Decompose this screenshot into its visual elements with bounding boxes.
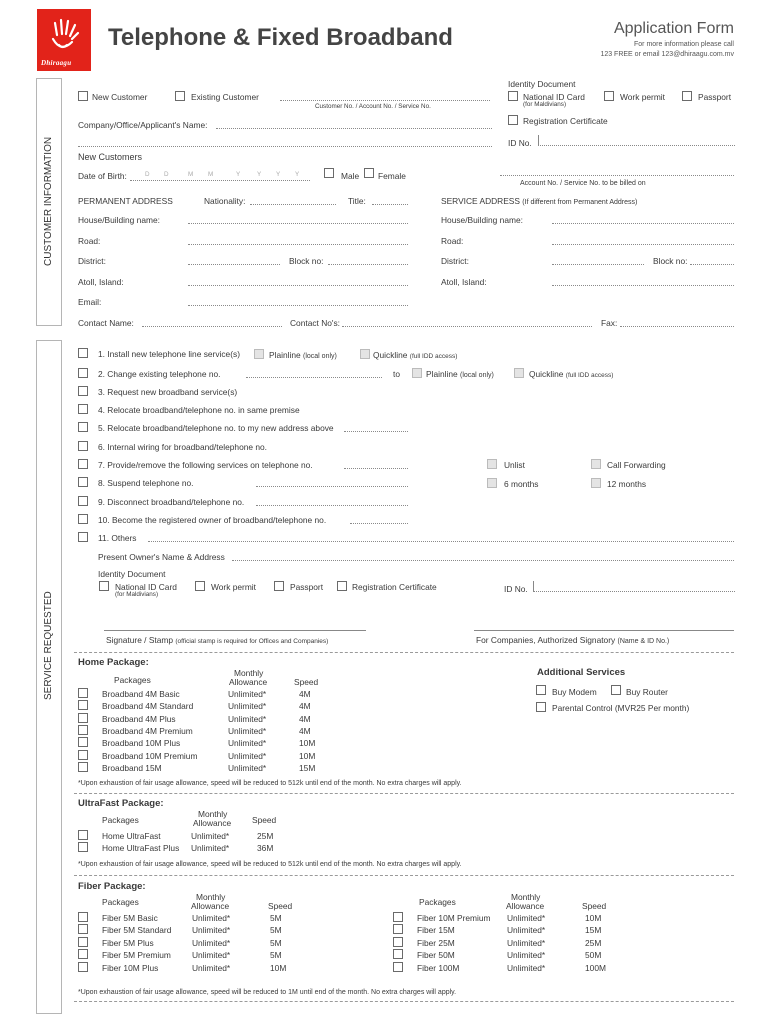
- owner-id-no-label: ID No.: [504, 584, 528, 594]
- owner-national-id-label: National ID Card: [115, 582, 177, 592]
- ultrafast-col-allowance: Allowance: [193, 818, 232, 828]
- fiber-package-name: Fiber 10M Premium: [417, 913, 491, 923]
- call-forwarding-checkbox[interactable]: [591, 459, 601, 469]
- service-10-label: 10. Become the registered owner of broadband/telephone no.: [98, 515, 327, 525]
- home-package-checkbox[interactable]: [78, 737, 88, 747]
- home-package-allowance: Unlimited*: [228, 750, 267, 761]
- ultrafast-package-name: Home UltraFast: [102, 831, 161, 841]
- plainline-1-note: (local only): [303, 353, 337, 360]
- fiber-package-checkbox[interactable]: [393, 912, 403, 922]
- service-9-field[interactable]: [256, 505, 408, 506]
- home-package-checkbox[interactable]: [78, 762, 88, 772]
- block-no-field[interactable]: [328, 264, 408, 265]
- parental-control-checkbox[interactable]: [536, 702, 546, 712]
- fiber-package-speed: 5M: [270, 950, 282, 961]
- fiber-right-col-allowance: Allowance: [506, 901, 545, 911]
- road-label: Road:: [78, 236, 101, 246]
- home-package-allowance: Unlimited*: [228, 762, 267, 773]
- home-package-name: Broadband 4M Standard: [102, 701, 194, 712]
- service-10-field[interactable]: [350, 523, 408, 524]
- service-address-heading: [441, 196, 637, 208]
- male-label: Male: [341, 171, 360, 181]
- parental-control-label: Parental Control (MVR25 Per month): [552, 703, 690, 713]
- home-note: *Upon exhaustion of fair usage allowance, speed will be reduced to 512k until end of the month. No extra charges will apply.: [78, 780, 462, 787]
- fiber-package-checkbox[interactable]: [393, 962, 403, 972]
- info-line-2: 123 FREE or email 123@dhiraagu.com.mv: [600, 51, 734, 58]
- fiber-package-checkbox[interactable]: [393, 937, 403, 947]
- home-package-allowance: Unlimited*: [228, 701, 267, 712]
- house-field[interactable]: [188, 223, 408, 224]
- home-package-speed: 4M: [299, 713, 311, 724]
- female-checkbox[interactable]: [364, 168, 374, 178]
- buy-router-label: Buy Router: [626, 687, 668, 697]
- fiber-package-speed: 10M: [270, 962, 287, 973]
- service-5-checkbox[interactable]: [78, 422, 88, 432]
- district-field[interactable]: [188, 264, 280, 265]
- fiber-package-checkbox[interactable]: [393, 924, 403, 934]
- service-block-no-field[interactable]: [690, 264, 734, 265]
- dob-d2: D: [164, 171, 169, 178]
- info-line-1: For more information please call: [634, 41, 734, 48]
- company-name-field[interactable]: [216, 128, 492, 129]
- company-name-field-2[interactable]: [78, 146, 492, 147]
- fiber-package-name: Fiber 5M Premium: [102, 950, 171, 961]
- home-package-title: Home Package:: [78, 657, 149, 668]
- service-8-field[interactable]: [256, 486, 408, 487]
- fiber-package-title: Fiber Package:: [78, 881, 146, 892]
- buy-modem-checkbox[interactable]: [536, 685, 546, 695]
- dob-field[interactable]: [130, 168, 310, 181]
- authorized-label: [476, 635, 669, 647]
- service-4-label: 4. Relocate broadband/telephone no. in same premise: [98, 405, 300, 415]
- contact-name-field[interactable]: [142, 326, 282, 327]
- home-package-checkbox[interactable]: [78, 700, 88, 710]
- form-title: Application Form: [613, 20, 734, 37]
- id-no-label: ID No.: [508, 138, 532, 148]
- fiber-package-checkbox[interactable]: [78, 962, 88, 972]
- home-col-packages: Packages: [114, 675, 151, 685]
- service-8-checkbox[interactable]: [78, 477, 88, 487]
- service-11-label: 11. Others: [98, 533, 137, 543]
- page-title: Telephone & Fixed Broadband: [108, 24, 453, 51]
- fiber-package-speed: 50M: [585, 950, 602, 961]
- contact-name-label: Contact Name:: [78, 318, 134, 328]
- six-months-label: 6 months: [504, 479, 539, 489]
- dob-m1: M: [188, 171, 194, 178]
- service-house-field[interactable]: [552, 223, 734, 224]
- home-package-name: Broadband 4M Premium: [102, 725, 193, 736]
- dob-y2: Y: [257, 171, 262, 178]
- signature-line: [104, 630, 366, 631]
- home-package-speed: 4M: [299, 689, 311, 699]
- fiber-package-checkbox[interactable]: [78, 924, 88, 934]
- quickline-2-note: (full IDD access): [565, 372, 614, 379]
- district-label: District:: [78, 256, 106, 266]
- ultrafast-package-title: UltraFast Package:: [78, 798, 164, 809]
- home-package-name: Broadband 4M Plus: [102, 713, 176, 724]
- logo: [37, 9, 91, 71]
- fax-field[interactable]: [620, 326, 734, 327]
- service-9-label: 9. Disconnect broadband/telephone no.: [98, 497, 245, 507]
- signature-label: [106, 635, 328, 647]
- service-10-checkbox[interactable]: [78, 514, 88, 524]
- fiber-package-speed: 5M: [270, 937, 282, 948]
- customer-section-label: CUSTOMER INFORMATION: [43, 136, 54, 266]
- account-billed-field[interactable]: [500, 175, 734, 176]
- fiber-note: *Upon exhaustion of fair usage allowance, speed will be reduced to 1M until end of the month. No extra charges will apply.: [78, 989, 457, 996]
- owner-passport-checkbox[interactable]: [274, 581, 284, 591]
- plainline-2: [426, 369, 494, 381]
- fiber-package-speed: 10M: [585, 913, 602, 923]
- atoll-label: Atoll, Island:: [78, 277, 124, 287]
- house-label: House/Building name:: [78, 215, 160, 225]
- block-no-label: Block no:: [289, 256, 324, 266]
- nationality-label: Nationality:: [204, 196, 246, 206]
- authorized-text: For Companies, Authorized Signatory: [476, 635, 616, 645]
- fiber-right-col-monthly: Monthly: [511, 892, 541, 902]
- fiber-package-checkbox[interactable]: [393, 949, 403, 959]
- quickline-1-note: (full IDD access): [409, 353, 458, 360]
- home-package-allowance: Unlimited*: [228, 689, 267, 699]
- divider-fiber: [74, 875, 734, 876]
- six-months-checkbox[interactable]: [487, 478, 497, 488]
- call-forwarding-label: Call Forwarding: [607, 460, 666, 470]
- fiber-left-col-packages: Packages: [102, 897, 139, 907]
- quickline-1-checkbox[interactable]: [360, 349, 370, 359]
- additional-services-title: Additional Services: [537, 667, 626, 678]
- service-atoll-field[interactable]: [552, 285, 734, 286]
- fiber-left-col-monthly: Monthly: [196, 892, 226, 902]
- authorized-note: (Name & ID No.): [617, 638, 670, 645]
- owner-work-permit-label: Work permit: [211, 582, 256, 592]
- divider-ultrafast: [74, 793, 734, 794]
- fiber-package-name: Fiber 25M: [417, 937, 455, 948]
- service-3-label: 3. Request new broadband service(s): [98, 387, 238, 397]
- service-5-label: 5. Relocate broadband/telephone no. to my new address above: [98, 423, 334, 433]
- home-package-name: Broadband 4M Basic: [102, 689, 180, 699]
- fiber-package-allowance: Unlimited*: [192, 962, 231, 973]
- fiber-package-allowance: Unlimited*: [507, 962, 546, 973]
- fiber-package-speed: 5M: [270, 925, 282, 936]
- service-7-field[interactable]: [344, 468, 408, 469]
- fiber-package-speed: 5M: [270, 913, 282, 923]
- unlist-label: Unlist: [504, 460, 525, 470]
- service-address-note: (If different from Permanent Address): [522, 199, 638, 206]
- fiber-package-allowance: Unlimited*: [192, 937, 231, 948]
- plainline-1-label: Plainline: [269, 350, 301, 360]
- change-from-field[interactable]: [246, 377, 382, 378]
- to-label: to: [393, 369, 400, 379]
- owner-work-permit-checkbox[interactable]: [195, 581, 205, 591]
- existing-customer-checkbox[interactable]: [175, 91, 185, 101]
- account-billed-label: Account No. / Service No. to be billed on: [520, 180, 646, 187]
- unlist-checkbox[interactable]: [487, 459, 497, 469]
- dob-label: Date of Birth:: [78, 171, 127, 181]
- home-col-monthly: Monthly: [234, 668, 264, 678]
- home-package-speed: 10M: [299, 750, 316, 761]
- home-package-checkbox[interactable]: [78, 688, 88, 698]
- service-5-field[interactable]: [344, 431, 408, 432]
- fiber-package-speed: 25M: [585, 937, 602, 948]
- home-package-checkbox[interactable]: [78, 750, 88, 760]
- dob-y1: Y: [236, 171, 241, 178]
- for-maldivians-note: (for Maldivians): [523, 101, 567, 108]
- service-district-label: District:: [441, 256, 469, 266]
- fiber-right-col-speed: Speed: [582, 901, 607, 911]
- contact-nos-field[interactable]: [342, 326, 592, 327]
- signature-text: Signature / Stamp: [106, 635, 174, 645]
- email-label: Email:: [78, 297, 102, 307]
- service-1-label: 1. Install new telephone line service(s): [98, 349, 240, 359]
- buy-router-checkbox[interactable]: [611, 685, 621, 695]
- owner-for-maldivians-note: (for Maldivians): [115, 591, 159, 598]
- service-6-label: 6. Internal wiring for broadband/telephone no.: [98, 442, 268, 452]
- new-customers-heading: New Customers: [78, 152, 143, 162]
- fiber-right-col-packages: Packages: [419, 897, 456, 907]
- home-package-speed: 4M: [299, 725, 311, 736]
- home-package-speed: 10M: [299, 738, 316, 749]
- ultrafast-col-packages: Packages: [102, 815, 139, 825]
- service-address-label: SERVICE ADDRESS: [441, 196, 520, 206]
- service-1-checkbox[interactable]: [78, 348, 88, 358]
- id-no-field[interactable]: [538, 135, 735, 146]
- service-8-label: 8. Suspend telephone no.: [98, 478, 194, 488]
- present-owner-label: Present Owner's Name & Address: [98, 552, 225, 562]
- service-atoll-label: Atoll, Island:: [441, 277, 487, 287]
- home-package-name: Broadband 10M Plus: [102, 738, 181, 749]
- owner-passport-label: Passport: [290, 582, 324, 592]
- service-section-label: SERVICE REQUESTED: [43, 591, 54, 700]
- quickline-2: [529, 369, 613, 381]
- fiber-package-name: Fiber 10M Plus: [102, 962, 159, 973]
- national-id-checkbox[interactable]: [508, 91, 518, 101]
- home-package-speed: 4M: [299, 701, 311, 712]
- fiber-package-checkbox[interactable]: [78, 937, 88, 947]
- passport-label: Passport: [698, 92, 732, 102]
- service-district-field[interactable]: [552, 264, 644, 265]
- fiber-package-checkbox[interactable]: [78, 912, 88, 922]
- divider-bottom: [74, 1001, 734, 1002]
- fiber-package-speed: 15M: [585, 925, 602, 936]
- ultrafast-note: *Upon exhaustion of fair usage allowance, speed will be reduced to 512k until end of the month. No extra charges will apply.: [78, 861, 462, 868]
- signature-note: (official stamp is required for Offices and Companies): [175, 638, 329, 645]
- owner-id-no-field[interactable]: [533, 581, 735, 592]
- authorized-line: [474, 630, 734, 631]
- service-7-checkbox[interactable]: [78, 459, 88, 469]
- customer-no-field[interactable]: [280, 100, 490, 101]
- home-col-speed: Speed: [294, 677, 319, 687]
- new-customer-checkbox[interactable]: [78, 91, 88, 101]
- service-3-checkbox[interactable]: [78, 386, 88, 396]
- ultrafast-col-speed: Speed: [252, 815, 277, 825]
- customer-no-label: Customer No. / Account No. / Service No.: [315, 103, 431, 110]
- home-package-allowance: Unlimited*: [228, 713, 267, 724]
- quickline-1-label: Quickline: [373, 350, 408, 360]
- buy-modem-label: Buy Modem: [552, 687, 597, 697]
- permanent-address-heading: PERMANENT ADDRESS: [78, 196, 173, 206]
- fiber-package-name: Fiber 5M Basic: [102, 913, 158, 923]
- service-house-label: House/Building name:: [441, 215, 523, 225]
- service-11-checkbox[interactable]: [78, 532, 88, 542]
- fiber-package-name: Fiber 5M Standard: [102, 925, 172, 936]
- ultrafast-package-checkbox[interactable]: [78, 842, 88, 852]
- fiber-package-allowance: Unlimited*: [192, 925, 231, 936]
- quickline-2-label: Quickline: [529, 369, 564, 379]
- home-package-allowance: Unlimited*: [228, 725, 267, 736]
- new-customer-label: New Customer: [92, 92, 148, 102]
- dob-y3: Y: [276, 171, 281, 178]
- home-package-checkbox[interactable]: [78, 725, 88, 735]
- fiber-package-name: Fiber 15M: [417, 925, 455, 936]
- fiber-package-name: Fiber 50M: [417, 950, 455, 961]
- nationality-field[interactable]: [250, 204, 336, 205]
- registration-certificate-checkbox[interactable]: [508, 115, 518, 125]
- service-2-label: 2. Change existing telephone no.: [98, 369, 221, 379]
- divider-home: [74, 652, 734, 653]
- owner-national-id-checkbox[interactable]: [99, 581, 109, 591]
- fiber-package-allowance: Unlimited*: [507, 913, 546, 923]
- ultrafast-package-checkbox[interactable]: [78, 830, 88, 840]
- owner-identity-document-label: Identity Document: [98, 569, 166, 579]
- dob-m2: M: [208, 171, 214, 178]
- title-label: Title:: [348, 196, 366, 206]
- twelve-months-label: 12 months: [607, 479, 647, 489]
- ultrafast-package-allowance: Unlimited*: [191, 831, 230, 841]
- plainline-1-checkbox[interactable]: [254, 349, 264, 359]
- identity-document-label: Identity Document: [508, 79, 576, 89]
- fiber-package-name: Fiber 5M Plus: [102, 937, 154, 948]
- service-road-field[interactable]: [552, 244, 734, 245]
- fiber-left-col-speed: Speed: [268, 901, 293, 911]
- ultrafast-package-speed: 36M: [257, 843, 274, 853]
- male-checkbox[interactable]: [324, 168, 334, 178]
- plainline-1: [269, 350, 337, 362]
- fiber-package-allowance: Unlimited*: [507, 925, 546, 936]
- fiber-package-allowance: Unlimited*: [507, 950, 546, 961]
- national-id-label: National ID Card: [523, 92, 585, 102]
- service-2-checkbox[interactable]: [78, 368, 88, 378]
- plainline-2-note: (local only): [460, 372, 494, 379]
- dob-y4: Y: [295, 171, 300, 178]
- plainline-2-label: Plainline: [426, 369, 458, 379]
- service-7-label: 7. Provide/remove the following services on telephone no.: [98, 460, 313, 470]
- owner-registration-certificate-label: Registration Certificate: [352, 582, 437, 592]
- dob-d1: D: [145, 171, 150, 178]
- company-name-label: Company/Office/Applicant's Name:: [78, 120, 208, 130]
- work-permit-label: Work permit: [620, 92, 665, 102]
- fiber-package-name: Fiber 100M: [417, 962, 460, 973]
- ultrafast-package-speed: 25M: [257, 831, 274, 841]
- quickline-1: [373, 350, 457, 362]
- passport-checkbox[interactable]: [682, 91, 692, 101]
- logo-wordmark: Dhiraagu: [41, 59, 72, 67]
- ultrafast-package-allowance: Unlimited*: [191, 843, 230, 853]
- owner-registration-certificate-checkbox[interactable]: [337, 581, 347, 591]
- service-4-checkbox[interactable]: [78, 404, 88, 414]
- atoll-field[interactable]: [188, 285, 408, 286]
- fax-label: Fax:: [601, 318, 618, 328]
- home-package-checkbox[interactable]: [78, 713, 88, 723]
- service-9-checkbox[interactable]: [78, 496, 88, 506]
- email-field[interactable]: [188, 305, 408, 306]
- fiber-package-allowance: Unlimited*: [507, 937, 546, 948]
- fiber-left-col-allowance: Allowance: [191, 901, 230, 911]
- fiber-package-allowance: Unlimited*: [192, 950, 231, 961]
- existing-customer-label: Existing Customer: [191, 92, 259, 102]
- home-col-allowance: Allowance: [229, 677, 268, 687]
- service-11-field[interactable]: [148, 541, 734, 542]
- fiber-package-allowance: Unlimited*: [192, 913, 231, 923]
- work-permit-checkbox[interactable]: [604, 91, 614, 101]
- twelve-months-checkbox[interactable]: [591, 478, 601, 488]
- service-6-checkbox[interactable]: [78, 441, 88, 451]
- service-block-no-label: Block no:: [653, 256, 688, 266]
- home-package-name: Broadband 15M: [102, 762, 162, 773]
- home-package-speed: 15M: [299, 762, 316, 773]
- fiber-package-checkbox[interactable]: [78, 949, 88, 959]
- quickline-2-checkbox[interactable]: [514, 368, 524, 378]
- title-field[interactable]: [372, 204, 408, 205]
- home-package-name: Broadband 10M Premium: [102, 750, 198, 761]
- ultrafast-package-name: Home UltraFast Plus: [102, 843, 180, 853]
- contact-nos-label: Contact No's:: [290, 318, 341, 328]
- fiber-package-speed: 100M: [585, 962, 606, 973]
- road-field[interactable]: [188, 244, 408, 245]
- female-label: Female: [378, 171, 406, 181]
- ultrafast-col-monthly: Monthly: [198, 809, 228, 819]
- plainline-2-checkbox[interactable]: [412, 368, 422, 378]
- present-owner-field[interactable]: [232, 560, 734, 561]
- home-package-allowance: Unlimited*: [228, 738, 267, 749]
- service-road-label: Road:: [441, 236, 464, 246]
- registration-certificate-label: Registration Certificate: [523, 116, 608, 126]
